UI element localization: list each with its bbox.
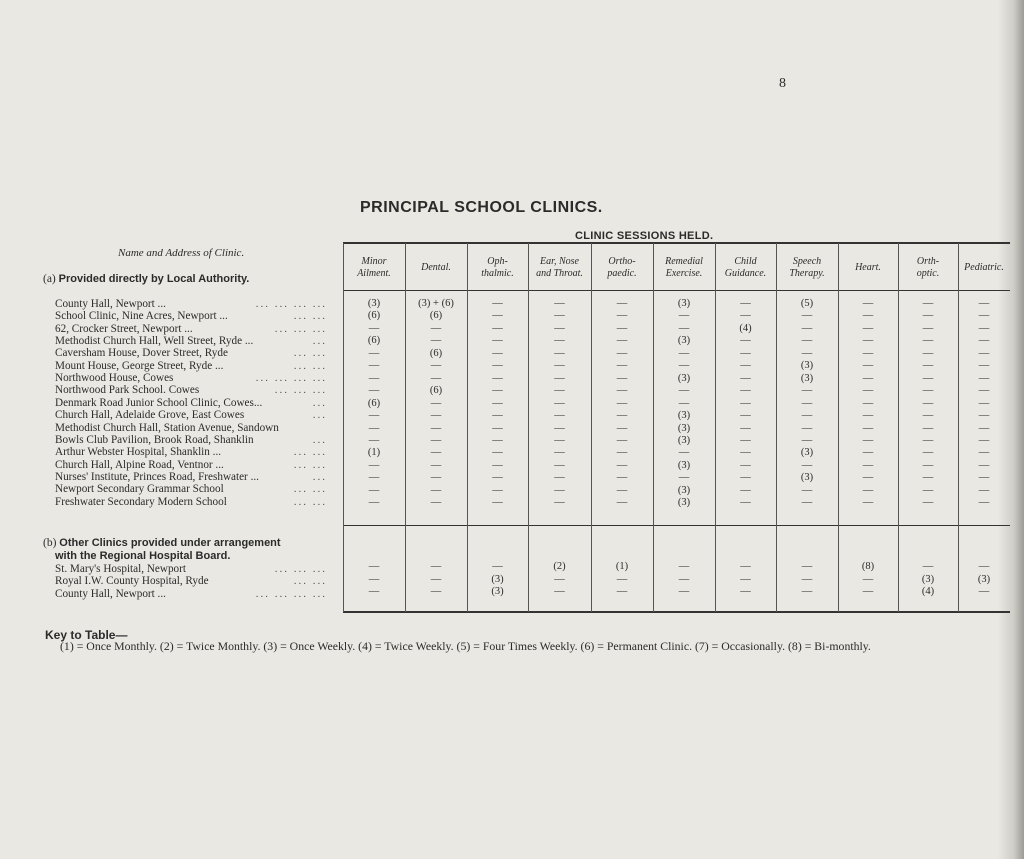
column-divider — [405, 243, 406, 612]
table-cell: — — [801, 459, 813, 471]
table-cell: (4) — [921, 586, 935, 597]
table-cell: — — [922, 298, 934, 309]
table-cell: — — [740, 573, 751, 585]
table-cell: — — [740, 422, 751, 434]
table-cell: — — [978, 497, 990, 509]
table-cell: — — [430, 335, 442, 347]
table-cell: — — [978, 322, 990, 334]
table-cell: — — [801, 322, 813, 334]
table-cell: — — [978, 561, 990, 572]
table-cell: — — [978, 434, 990, 446]
clinic-name: Denmark Road Junior School Clinic, Cowes... — [55, 396, 263, 409]
table-cell: — — [801, 484, 813, 496]
table-cell: — — [430, 586, 442, 597]
column-divider — [776, 243, 777, 612]
table-cell: — — [740, 434, 751, 446]
table-cell: — — [922, 434, 934, 446]
table-cell: — — [740, 459, 751, 471]
table-cell: (6) — [429, 347, 443, 359]
table-cell: — — [740, 347, 751, 359]
table-cell: — — [430, 397, 442, 409]
table-cell: — — [616, 497, 628, 509]
table-cell: — — [922, 397, 934, 409]
table-cell: — — [678, 385, 690, 397]
column-header: Ear, Nose and Throat. — [536, 256, 583, 279]
table-cell: — — [801, 410, 813, 422]
table-cell: — — [492, 322, 503, 334]
leader-dots: ... ... ... — [274, 563, 327, 575]
table-cell: — — [492, 372, 503, 384]
table-cell: — — [678, 586, 690, 597]
table-cell: — — [616, 322, 628, 334]
column-divider — [528, 243, 529, 612]
name-column-header: Name and Address of Clinic. — [118, 247, 245, 259]
table-cell: (1) — [367, 447, 381, 459]
table-cell: — — [740, 335, 751, 347]
table-cell: — — [922, 472, 934, 484]
table-cell: — — [554, 347, 565, 359]
table-cell: — — [862, 422, 874, 434]
table-cell: — — [978, 586, 990, 597]
table-cell: — — [616, 298, 628, 309]
table-cell: — — [616, 573, 628, 585]
table-cell: — — [492, 484, 503, 496]
table-cell: — — [368, 573, 380, 585]
table-cell: — — [922, 497, 934, 509]
clinic-name: 62, Crocker Street, Newport ... — [55, 322, 193, 335]
table-cell: — — [554, 484, 565, 496]
table-cell: — — [492, 561, 503, 572]
table-header-rule — [343, 290, 1010, 291]
table-cell: — — [801, 347, 813, 359]
table-cell: — — [430, 410, 442, 422]
table-cell: (3) — [677, 484, 691, 496]
column-header: Minor Ailment. — [357, 256, 391, 279]
section-b-label-line2: with the Regional Hospital Board. — [55, 550, 231, 562]
clinic-name: Arthur Webster Hospital, Shanklin ... — [55, 446, 222, 459]
table-cell: — — [616, 459, 628, 471]
clinic-name: Nurses' Institute, Princes Road, Freshwater ... — [55, 470, 259, 483]
table-cell: — — [616, 372, 628, 384]
table-cell: — — [922, 459, 934, 471]
leader-dots: ... ... — [293, 310, 327, 323]
table-cell: (6) — [429, 310, 443, 322]
table-cell: — — [616, 335, 628, 347]
leader-dots: ... — [312, 396, 327, 409]
table-cell: — — [616, 422, 628, 434]
table-cell: — — [978, 335, 990, 347]
table-cell: (3) — [677, 459, 691, 471]
table-cell: — — [862, 497, 874, 509]
table-cell: (6) — [367, 335, 381, 347]
table-cell: — — [678, 561, 690, 572]
table-cell: — — [801, 434, 813, 446]
table-cell: — — [801, 310, 813, 322]
leader-dots: ... — [312, 335, 327, 348]
table-cell: (3) — [921, 573, 935, 585]
table-cell: — — [922, 422, 934, 434]
table-cell: — — [616, 347, 628, 359]
table-cell: — — [430, 372, 442, 384]
column-divider — [653, 243, 654, 612]
table-cell: — — [922, 335, 934, 347]
table-cell: — — [368, 372, 380, 384]
table-cell: — — [430, 459, 442, 471]
table-cell: — — [492, 497, 503, 509]
table-cell: — — [368, 410, 380, 422]
clinic-name: Methodist Church Hall, Well Street, Ryde ... — [55, 335, 254, 348]
table-cell: — — [492, 335, 503, 347]
table-cell: — — [922, 322, 934, 334]
table-cell: — — [978, 397, 990, 409]
table-cell: — — [978, 472, 990, 484]
clinic-name: Bowls Club Pavilion, Brook Road, Shanklin — [55, 433, 254, 446]
table-cell: (3) — [677, 497, 691, 509]
table-cell: — — [678, 322, 690, 334]
table-cell: — — [554, 335, 565, 347]
column-header: Ortho- paedic. — [607, 256, 637, 279]
table-cell: — — [740, 472, 751, 484]
table-cell: — — [492, 434, 503, 446]
table-cell: — — [368, 347, 380, 359]
key-title: Key to Table— — [45, 628, 128, 642]
table-cell: — — [862, 310, 874, 322]
table-cell: — — [368, 561, 380, 572]
table-cell: — — [554, 360, 565, 372]
table-cell: — — [978, 360, 990, 372]
table-cell: — — [430, 447, 442, 459]
section-b-heading-2 — [55, 550, 230, 562]
table-cell: — — [862, 335, 874, 347]
table-cell: (3) — [677, 422, 691, 434]
clinic-name: Royal I.W. County Hospital, Ryde — [55, 575, 209, 588]
table-cell: — — [554, 322, 565, 334]
table-cell: (3) — [800, 372, 814, 384]
table-cell: — — [430, 472, 442, 484]
leader-dots: ... ... — [293, 446, 327, 459]
table-cell: — — [554, 459, 565, 471]
table-cell: — — [801, 586, 813, 597]
table-cell: — — [554, 298, 565, 309]
table-section-rule — [343, 525, 1010, 526]
table-cell: — — [922, 310, 934, 322]
table-cell: (3) — [977, 573, 991, 585]
clinic-name: Northwood Park School. Cowes — [55, 384, 200, 397]
table-cell: (6) — [367, 310, 381, 322]
table-bottom-rule — [343, 611, 1010, 613]
leader-dots: ... — [312, 470, 327, 483]
table-cell: (3) + (6) — [418, 298, 454, 309]
table-cell: — — [430, 484, 442, 496]
table-cell: — — [430, 434, 442, 446]
table-cell: — — [554, 422, 565, 434]
leader-dots: ... ... — [293, 359, 327, 372]
column-header: Child Guidance. — [724, 256, 767, 279]
table-cell: — — [978, 372, 990, 384]
table-cell: — — [616, 397, 628, 409]
leader-dots: ... — [312, 433, 327, 446]
leader-dots: ... ... ... ... — [255, 587, 327, 600]
table-cell: — — [554, 586, 565, 597]
table-cell: — — [492, 397, 503, 409]
table-cell: — — [922, 347, 934, 359]
table-cell: — — [862, 472, 874, 484]
table-cell: — — [801, 397, 813, 409]
table-cell: — — [678, 472, 690, 484]
table-cell: — — [368, 459, 380, 471]
table-cell: (3) — [677, 410, 691, 422]
leader-dots: ... ... — [293, 458, 327, 471]
table-cell: — — [368, 484, 380, 496]
table-cell: — — [740, 484, 751, 496]
table-cell: (3) — [800, 360, 814, 372]
table-cell: — — [492, 385, 503, 397]
table-cell: — — [801, 385, 813, 397]
table-cell: — — [368, 360, 380, 372]
table-cell: — — [492, 422, 503, 434]
table-cell: — — [740, 385, 751, 397]
table-cell: — — [740, 372, 751, 384]
table-cell: — — [922, 561, 934, 572]
table-cell: — — [740, 298, 751, 309]
table-cell: (3) — [677, 298, 691, 309]
table-cell: — — [862, 410, 874, 422]
table-cell: — — [616, 385, 628, 397]
table-cell: — — [554, 434, 565, 446]
page-number: 8 — [779, 76, 786, 91]
table-cell: — — [922, 385, 934, 397]
table-cell: — — [554, 385, 565, 397]
column-header: Heart. — [855, 262, 881, 273]
table-cell: — — [678, 447, 690, 459]
table-cell: — — [678, 310, 690, 322]
table-cell: (3) — [677, 372, 691, 384]
leader-dots: ... ... ... — [274, 384, 327, 397]
table-cell: — — [368, 385, 380, 397]
table-cell: (3) — [800, 472, 814, 484]
table-cell: — — [740, 410, 751, 422]
table-cell: — — [554, 472, 565, 484]
table-cell: — — [862, 573, 874, 585]
table-cell: — — [922, 447, 934, 459]
table-cell: — — [862, 372, 874, 384]
table-cell: — — [862, 434, 874, 446]
table-cell: — — [922, 360, 934, 372]
table-cell: — — [492, 360, 503, 372]
table-cell: (5) — [800, 298, 814, 309]
table-cell: — — [922, 410, 934, 422]
table-cell: — — [978, 385, 990, 397]
table-cell: — — [978, 310, 990, 322]
column-header: Dental. — [421, 262, 451, 273]
table-cell: — — [368, 322, 380, 334]
table-cell: — — [862, 586, 874, 597]
table-cell: — — [678, 397, 690, 409]
column-divider — [467, 243, 468, 612]
clinic-name: St. Mary's Hospital, Newport — [55, 563, 186, 575]
table-cell: — — [430, 497, 442, 509]
table-cell: — — [801, 497, 813, 509]
table-cell: — — [740, 586, 751, 597]
table-cell: (2) — [553, 561, 566, 572]
table-cell: — — [492, 347, 503, 359]
table-cell: (6) — [429, 385, 443, 397]
table-cell: — — [978, 459, 990, 471]
column-divider — [838, 243, 839, 612]
table-cell: — — [554, 573, 565, 585]
table-cell: — — [801, 422, 813, 434]
table-cell: (3) — [677, 335, 691, 347]
table-cell: — — [616, 360, 628, 372]
table-cell: — — [554, 397, 565, 409]
table-cell: — — [554, 497, 565, 509]
section-a-heading — [43, 273, 249, 285]
table-cell: — — [430, 422, 442, 434]
table-cell: (1) — [615, 561, 629, 572]
leader-dots: ... ... — [293, 347, 327, 360]
table-cell: — — [978, 347, 990, 359]
table-cell: (3) — [491, 586, 504, 597]
section-a-label: Provided directly by Local Authority. — [58, 273, 250, 285]
column-header: Speech Therapy. — [789, 256, 825, 279]
leader-dots: ... ... — [293, 495, 327, 508]
table-cell: — — [862, 484, 874, 496]
table-cell: — — [862, 385, 874, 397]
table-cell: — — [678, 573, 690, 585]
table-cell: — — [492, 310, 503, 322]
table-cell: (3) — [800, 447, 814, 459]
section-b-label-line1: Other Clinics provided under arrangement — [59, 537, 281, 549]
table-subtitle: CLINIC SESSIONS HELD. — [575, 230, 714, 242]
table-cell: (3) — [677, 434, 691, 446]
table-cell: — — [862, 360, 874, 372]
clinic-name: School Clinic, Nine Acres, Newport ... — [55, 310, 228, 323]
table-cell: — — [740, 310, 751, 322]
table-cell: — — [368, 472, 380, 484]
key-text: (1) = Once Monthly. (2) = Twice Monthly. (3) = Once Weekly. (4) = Twice Weekly. (5) = Four Times Weekly. (6) = Permanent Clinic. (7) = Occasionally. (8) = Bi-monthly. — [60, 639, 871, 653]
table-cell: — — [922, 372, 934, 384]
table-cell: — — [368, 586, 380, 597]
table-cell: — — [740, 561, 751, 572]
table-cell: — — [616, 484, 628, 496]
clinic-name: Newport Secondary Grammar School — [55, 483, 224, 496]
leader-dots: ... — [312, 409, 327, 422]
table-cell: — — [616, 447, 628, 459]
table-cell: (8) — [861, 561, 875, 572]
table-cell: — — [368, 497, 380, 509]
clinic-name: County Hall, Newport ... — [55, 298, 166, 310]
table-cell: — — [554, 310, 565, 322]
leader-dots: ... ... — [293, 483, 327, 496]
table-cell: (4) — [739, 322, 752, 334]
table-cell: — — [862, 459, 874, 471]
column-divider — [715, 243, 716, 612]
table-cell: (6) — [367, 397, 381, 409]
table-cell: — — [862, 298, 874, 309]
table-cell: — — [430, 360, 442, 372]
clinic-name: Methodist Church Hall, Station Avenue, Sandown — [55, 421, 279, 434]
section-b-marker: (b) — [43, 537, 57, 549]
leader-dots: ... ... ... — [274, 322, 327, 335]
column-divider — [591, 243, 592, 612]
table-cell: — — [430, 561, 442, 572]
table-cell: — — [678, 360, 690, 372]
table-cell: — — [862, 347, 874, 359]
table-cell: — — [862, 397, 874, 409]
table-left-border — [343, 243, 344, 612]
column-header: Orth- optic. — [916, 256, 940, 279]
leader-dots: ... ... ... ... — [255, 298, 327, 310]
column-divider — [898, 243, 899, 612]
table-cell: — — [554, 447, 565, 459]
clinic-name: Mount House, George Street, Ryde ... — [55, 359, 224, 372]
table-cell: — — [678, 347, 690, 359]
section-a-marker: (a) — [43, 273, 56, 285]
table-cell: — — [740, 360, 751, 372]
table-cell: — — [616, 434, 628, 446]
table-cell: — — [922, 484, 934, 496]
clinic-name: County Hall, Newport ... — [55, 587, 166, 600]
table-cell: — — [616, 310, 628, 322]
table-cell: — — [801, 573, 813, 585]
table-cell: — — [978, 447, 990, 459]
table-cell: (3) — [491, 573, 504, 585]
table-cell: — — [492, 410, 503, 422]
table-cell: — — [978, 422, 990, 434]
clinic-name: Northwood House, Cowes — [55, 372, 174, 385]
clinic-name: Caversham House, Dover Street, Ryde — [55, 347, 228, 360]
clinic-name: Freshwater Secondary Modern School — [55, 495, 227, 508]
table-cell: — — [978, 484, 990, 496]
table-cell: — — [740, 497, 751, 509]
table-cell: — — [740, 397, 751, 409]
table-cell: — — [801, 561, 813, 572]
table-cell: — — [368, 422, 380, 434]
leader-dots: ... ... — [293, 575, 327, 588]
table-cell: — — [492, 459, 503, 471]
table-cell: — — [430, 573, 442, 585]
page-title: PRINCIPAL SCHOOL CLINICS. — [360, 199, 603, 216]
table-cell: — — [492, 447, 503, 459]
column-header: Pediatric. — [964, 262, 1004, 273]
table-cell: (3) — [367, 298, 381, 309]
table-cell: — — [554, 410, 565, 422]
table-cell: — — [616, 410, 628, 422]
column-header: Oph- thalmic. — [481, 256, 514, 279]
column-header: Remedial Exercise. — [665, 256, 703, 279]
table-cell: — — [492, 298, 503, 309]
table-cell: — — [430, 322, 442, 334]
table-cell: — — [368, 434, 380, 446]
clinic-name: Church Hall, Adelaide Grove, East Cowes — [55, 409, 245, 422]
table-cell: — — [616, 586, 628, 597]
table-cell: — — [862, 447, 874, 459]
leader-dots: ... ... ... ... — [255, 372, 327, 385]
section-b-heading — [43, 537, 281, 549]
table-cell: — — [554, 372, 565, 384]
table-cell: — — [978, 298, 990, 309]
table-cell: — — [492, 472, 503, 484]
table-cell: — — [616, 472, 628, 484]
column-divider — [958, 243, 959, 612]
table-top-rule — [343, 242, 1010, 244]
table-cell: — — [978, 410, 990, 422]
table-cell: — — [862, 322, 874, 334]
table-cell: — — [740, 447, 751, 459]
table-cell: — — [801, 335, 813, 347]
clinic-name: Church Hall, Alpine Road, Ventnor ... — [55, 458, 224, 471]
